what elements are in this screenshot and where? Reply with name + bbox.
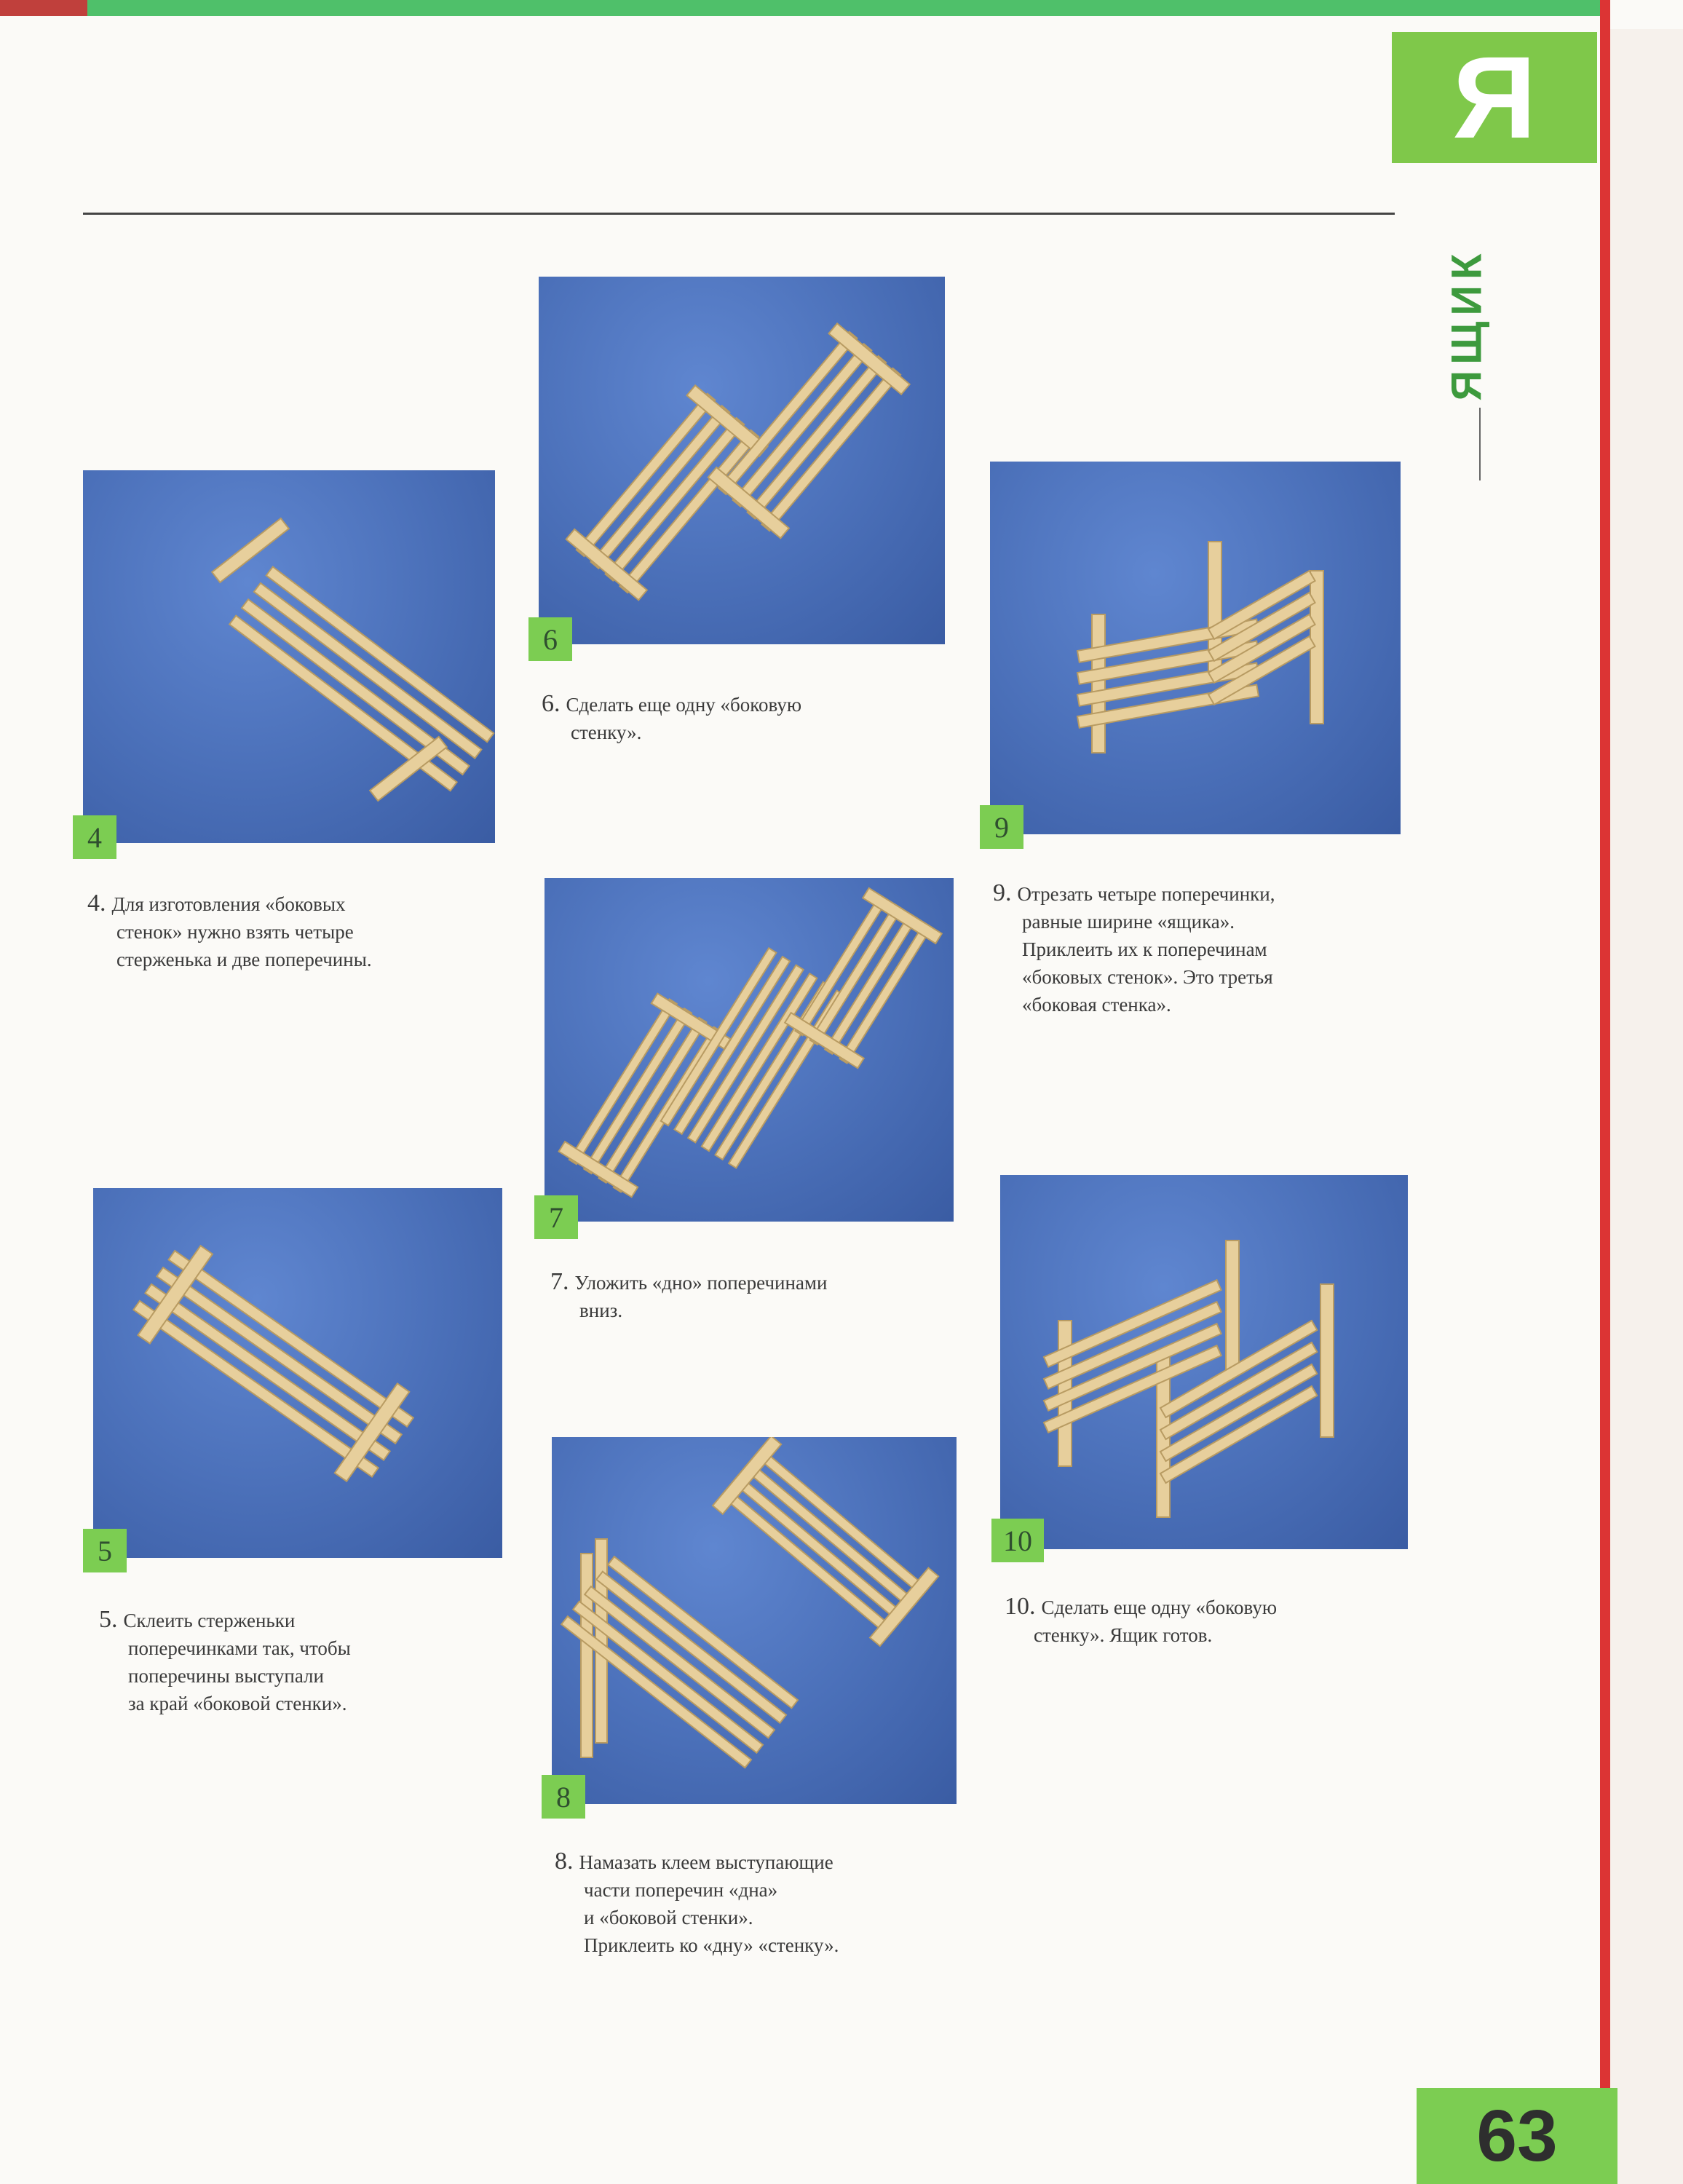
right-red-edge xyxy=(1600,0,1610,2184)
step-number: 8. xyxy=(555,1848,574,1875)
caption-step-4 xyxy=(87,890,372,973)
photo-step-6 xyxy=(539,277,945,656)
caption-line: вниз. xyxy=(579,1299,623,1321)
caption-line: Намазать клеем выступающие xyxy=(579,1851,833,1873)
caption-line: и «боковой стенки». xyxy=(584,1907,753,1928)
section-letter: Я xyxy=(1452,32,1537,162)
photo-step-4 xyxy=(83,470,495,854)
caption-step-8 xyxy=(555,1848,839,1959)
caption-line: «боковая стенка». xyxy=(1022,994,1171,1016)
header-rule xyxy=(83,213,1395,215)
step-number: 9. xyxy=(993,879,1012,906)
section-letter-box xyxy=(1392,32,1597,163)
section-title-text: ЯЩИК xyxy=(1443,248,1491,400)
caption-line: стенку». Ящик готов. xyxy=(1034,1624,1213,1646)
sticks-illustration-4 xyxy=(83,470,495,843)
step-badge: 10 xyxy=(991,1519,1044,1562)
caption-step-9 xyxy=(993,879,1275,1018)
caption-line: поперечинками так, чтобы xyxy=(128,1637,351,1659)
box-illustration-10 xyxy=(1000,1175,1408,1549)
section-title xyxy=(1419,248,1514,400)
caption-line: Уложить «дно» поперечинами xyxy=(574,1272,828,1294)
step-badge: 8 xyxy=(542,1775,585,1819)
side-rule xyxy=(1479,408,1481,480)
page-number: 63 xyxy=(1476,2094,1558,2177)
caption-line: Приклеить ко «дну» «стенку». xyxy=(584,1934,839,1956)
step-number: 10. xyxy=(1005,1593,1036,1620)
top-green-stripe xyxy=(0,0,1609,16)
caption-line: Для изготовления «боковых xyxy=(111,893,346,915)
step-number: 7. xyxy=(550,1268,569,1295)
top-red-corner xyxy=(0,0,87,16)
photo-step-7 xyxy=(544,878,954,1234)
step-badge: 5 xyxy=(83,1529,127,1572)
step-number: 5. xyxy=(99,1606,118,1633)
photo-step-8 xyxy=(552,1437,957,1813)
sticks-illustration-6 xyxy=(539,277,945,644)
step-number: 4. xyxy=(87,890,106,917)
caption-step-7 xyxy=(550,1268,827,1324)
caption-step-10 xyxy=(1005,1593,1277,1649)
right-page-edge xyxy=(1610,29,1683,2184)
step-number: 6. xyxy=(542,690,561,717)
sticks-illustration-7 xyxy=(544,878,954,1222)
caption-line: стенок» нужно взять четыре xyxy=(116,921,354,943)
step-badge: 7 xyxy=(534,1195,578,1239)
caption-line: за край «боковой стенки». xyxy=(128,1693,347,1714)
caption-line: Склеить стерженьки xyxy=(123,1610,296,1631)
caption-line: стенку». xyxy=(571,721,642,743)
sticks-illustration-8 xyxy=(552,1437,957,1804)
photo-step-10 xyxy=(1000,1175,1408,1557)
caption-line: «боковых стенок». Это третья xyxy=(1022,966,1273,988)
photo-step-5 xyxy=(93,1188,502,1567)
page-number-box xyxy=(1417,2088,1617,2184)
sticks-illustration-5 xyxy=(93,1188,502,1558)
caption-line: Приклеить их к поперечинам xyxy=(1022,938,1267,960)
box-illustration-9 xyxy=(990,462,1401,834)
caption-line: равные ширине «ящика». xyxy=(1022,911,1235,933)
caption-line: Сделать еще одну «боковую xyxy=(1041,1597,1277,1618)
caption-line: Отрезать четыре поперечинки, xyxy=(1017,883,1275,905)
step-badge: 6 xyxy=(528,617,572,661)
caption-step-6 xyxy=(542,690,801,746)
caption-step-5 xyxy=(99,1606,351,1717)
photo-step-9 xyxy=(990,462,1401,844)
caption-line: Сделать еще одну «боковую xyxy=(566,694,801,716)
caption-line: стерженька и две поперечины. xyxy=(116,949,372,970)
caption-line: поперечины выступали xyxy=(128,1665,324,1687)
step-badge: 9 xyxy=(980,805,1023,849)
caption-line: части поперечин «дна» xyxy=(584,1879,778,1901)
step-badge: 4 xyxy=(73,815,116,859)
